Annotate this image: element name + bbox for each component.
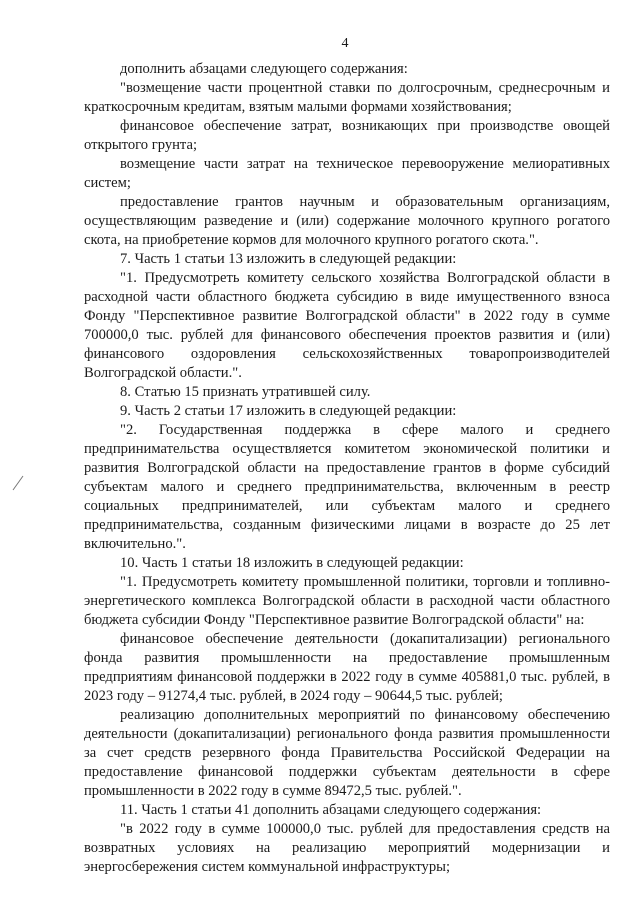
paragraph: финансовое обеспечение затрат, возникающих при производстве овощей открытого грунта; <box>84 118 610 153</box>
paragraph: реализацию дополнительных мероприятий по финансовому обеспечению деятельности (докапитализации) регионального фонда развития промышленности за счет средств резервного фонда Правительства Российской Федерации на предоставление финансовой поддержки субъектам деятельности в сфере промышленности в 2022 году в сумме 89472,5 тыс. рублей.". <box>84 707 610 799</box>
paragraph: дополнить абзацами следующего содержания: <box>120 61 408 77</box>
paragraph: 9. Часть 2 статьи 17 изложить в следующей редакции: <box>120 403 457 419</box>
paragraph: финансовое обеспечение деятельности (докапитализации) регионального фонда развития промышленности на предоставление промышленным предприятиям финансовой поддержки в 2022 году в сумме 405881,0 тыс. рублей, в 2023 году – 91274,4 тыс. рублей, в 2024 году – 90644,5 тыс. рублей; <box>84 631 610 704</box>
paragraph: "2. Государственная поддержка в сфере малого и среднего предпринимательства осуществляется комитетом экономической политики и развития Волгоградской области на предоставление грантов в форме субсидий субъектам малого и среднего предпринимательства, включенным в реестр социальных предпринимателей, или субъектам малого и среднего предпринимательства, созданным физическими лицами в возрасте до 25 лет включительно.". <box>84 422 610 552</box>
paragraph: возмещение части затрат на техническое перевооружение мелиоративных систем; <box>84 156 610 191</box>
paragraph: "1. Предусмотреть комитету промышленной политики, торговли и топливно-энергетического комплекса Волгоградской области в расходной части областного бюджета субсидии Фонду "Перспективное развитие Волгоградской области" на: <box>84 574 610 628</box>
paragraph: предоставление грантов научным и образовательным организациям, осуществляющим разведение и (или) содержание молочного крупного рогатого скота, на приобретение кормов для молочного крупного рогатого скота.". <box>84 194 610 248</box>
paragraph: "1. Предусмотреть комитету сельского хозяйства Волгоградской области в расходной части областного бюджета субсидию в виде имущественного взноса Фонду "Перспективное развитие Волгоградской области" в 2022 году в сумме 700000,0 тыс. рублей для финансового обеспечения проектов развития и (или) финансового оздоровления сельскохозяйственных товаропроизводителей Волгоградской области.". <box>84 270 610 381</box>
paragraph: 10. Часть 1 статьи 18 изложить в следующей редакции: <box>120 555 464 571</box>
document-body <box>84 60 610 877</box>
paragraph: 8. Статью 15 признать утратившей силу. <box>120 384 371 400</box>
paragraph: "в 2022 году в сумме 100000,0 тыс. рублей для предоставления средств на возвратных условиях на реализацию мероприятий модернизации и энергосбережения систем коммунальной инфраструктуры; <box>84 821 610 875</box>
paragraph: 7. Часть 1 статьи 13 изложить в следующей редакции: <box>120 251 457 267</box>
paragraph: "возмещение части процентной ставки по долгосрочным, среднесрочным и краткосрочным кредитам, взятым малыми формами хозяйствования; <box>84 80 610 115</box>
page-number: 4 <box>341 36 349 51</box>
paragraph: 11. Часть 1 статьи 41 дополнить абзацами следующего содержания: <box>120 802 542 818</box>
margin-pen-mark <box>11 474 25 492</box>
